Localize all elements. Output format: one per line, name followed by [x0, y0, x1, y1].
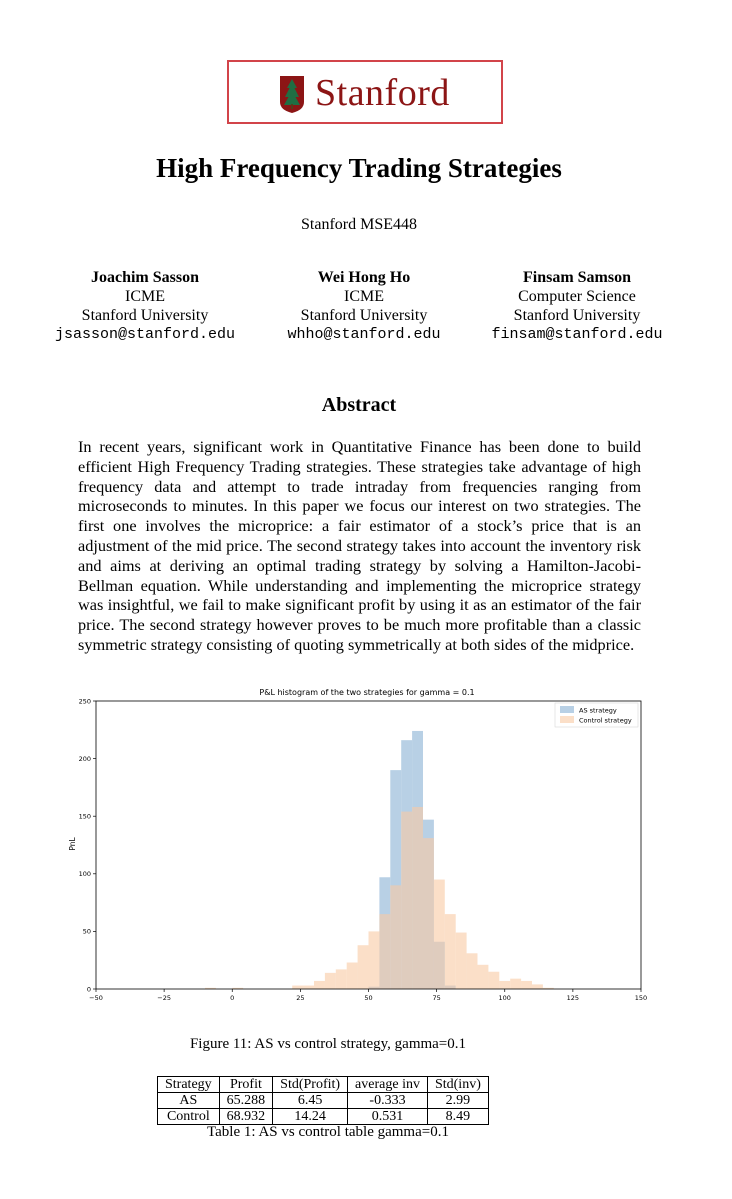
author-name: Wei Hong Ho: [317, 269, 411, 286]
control-strategy-bar: [488, 972, 499, 989]
stanford-wordmark: Stanford: [315, 72, 450, 114]
author-email[interactable]: jsasson@stanford.edu: [54, 326, 236, 343]
author-block: [30, 268, 260, 344]
control-strategy-bar: [467, 953, 478, 989]
table-row: [158, 1109, 489, 1125]
control-strategy-bar: [325, 973, 336, 989]
author-name: Joachim Sasson: [90, 269, 200, 286]
author-affiliation: Stanford University: [81, 307, 209, 324]
control-strategy-bar: [499, 981, 510, 989]
y-tick-label: 100: [78, 870, 91, 879]
legend-swatch: [560, 706, 574, 713]
table-row: [158, 1093, 489, 1109]
y-tick-label: 200: [78, 754, 91, 763]
control-strategy-bar: [412, 807, 423, 989]
control-strategy-bar: [292, 986, 303, 989]
paper-title: High Frequency Trading Strategies: [156, 153, 562, 183]
author-email[interactable]: finsam@stanford.edu: [491, 326, 663, 343]
figure-caption: Figure 11: AS vs control strategy, gamma=0.1: [189, 1036, 467, 1052]
y-tick-label: 250: [78, 697, 91, 706]
x-tick-label: −25: [157, 994, 171, 1002]
table-cell: 6.45: [273, 1093, 348, 1109]
table-cell: 0.531: [348, 1109, 428, 1125]
author-block: [462, 268, 692, 344]
table-header-row: [158, 1077, 489, 1093]
course-label: Stanford MSE448: [301, 216, 417, 233]
y-tick-label: 150: [78, 812, 91, 821]
legend-swatch: [560, 716, 574, 723]
pnl-histogram-chart: [56, 684, 656, 1004]
x-tick-label: 0: [230, 994, 235, 1002]
control-strategy-bar: [401, 812, 412, 989]
table-cell: 14.24: [273, 1109, 348, 1125]
table-cell: 68.932: [219, 1109, 273, 1125]
x-tick-label: 25: [296, 994, 305, 1002]
x-tick-label: 150: [634, 994, 648, 1002]
legend-label: AS strategy: [579, 706, 617, 715]
abstract-heading: Abstract: [321, 394, 397, 416]
y-tick-label: 0: [86, 985, 91, 994]
control-strategy-bar: [456, 933, 467, 989]
control-strategy-bar: [423, 838, 434, 989]
y-tick-label: 50: [82, 927, 91, 936]
x-tick-label: −50: [89, 994, 103, 1002]
results-table: [157, 1076, 489, 1125]
stanford-logo: [227, 60, 503, 124]
table-cell: -0.333: [348, 1093, 428, 1109]
chart-legend: [555, 703, 638, 727]
table-cell: AS: [158, 1093, 220, 1109]
author-block: [249, 268, 479, 344]
control-strategy-bar: [303, 986, 314, 989]
x-tick-label: 50: [364, 994, 373, 1002]
control-strategy-bar: [379, 914, 390, 989]
table-cell: 8.49: [427, 1109, 488, 1125]
control-strategy-bar: [510, 979, 521, 989]
control-strategy-bar: [336, 969, 347, 989]
table-cell: 65.288: [219, 1093, 273, 1109]
table-header-cell: Std(Profit): [273, 1077, 348, 1093]
author-affiliation: Stanford University: [513, 307, 641, 324]
table-header-cell: average inv: [348, 1077, 428, 1093]
legend-label: Control strategy: [579, 716, 632, 725]
control-strategy-bar: [347, 963, 358, 989]
stanford-tree-seal-icon: [279, 74, 305, 114]
author-dept: Computer Science: [518, 288, 636, 305]
x-tick-label: 75: [432, 994, 441, 1002]
table-header-cell: Std(inv): [427, 1077, 488, 1093]
control-strategy-bar: [434, 880, 445, 989]
author-name: Finsam Samson: [522, 269, 632, 286]
x-tick-label: 125: [566, 994, 580, 1002]
control-strategy-bar: [314, 981, 325, 989]
x-tick-label: 100: [498, 994, 511, 1002]
author-affiliation: Stanford University: [300, 307, 428, 324]
author-dept: ICME: [344, 288, 384, 305]
control-strategy-bar: [358, 945, 369, 989]
table-caption: Table 1: AS vs control table gamma=0.1: [207, 1124, 449, 1140]
table-header-cell: Strategy: [158, 1077, 220, 1093]
table-header-cell: Profit: [219, 1077, 273, 1093]
y-axis-label: PnL: [68, 837, 77, 851]
chart-title: P&L histogram of the two strategies for gamma = 0.1: [259, 688, 475, 697]
table-cell: 2.99: [427, 1093, 488, 1109]
control-strategy-bar: [478, 965, 489, 989]
control-strategy-bar: [390, 885, 401, 989]
control-strategy-bar: [369, 931, 380, 989]
table-cell: Control: [158, 1109, 220, 1125]
author-dept: ICME: [125, 288, 165, 305]
abstract-text: In recent years, significant work in Quantitative Finance has been done to build efficient High Frequency Trading strategies. These strategies take advantage of high frequency data and attempt to trade intraday from frequencies ranging from microseconds to minutes. In this paper we focus our interest on two strategies. The first one involves the microprice: a fair estimator of a stock’s price that is an adjustment of the mid price. The second strategy takes into account the inventory risk and aims at deriving an optimal trading strategy by solving a Hamilton-Jacobi-Bellman equation. While understanding and implementing the microprice strategy was insightful, we fail to make significant profit by using it as an estimator of the fair price. The second strategy however proves to be much more profitable than a classic symmetric strategy consisting of quoting symmetrically at both sides of the midprice.: [78, 437, 641, 654]
control-strategy-bar: [532, 984, 543, 989]
author-email[interactable]: whho@stanford.edu: [287, 326, 441, 343]
control-strategy-bar: [445, 914, 456, 989]
control-strategy-bar: [521, 981, 532, 989]
